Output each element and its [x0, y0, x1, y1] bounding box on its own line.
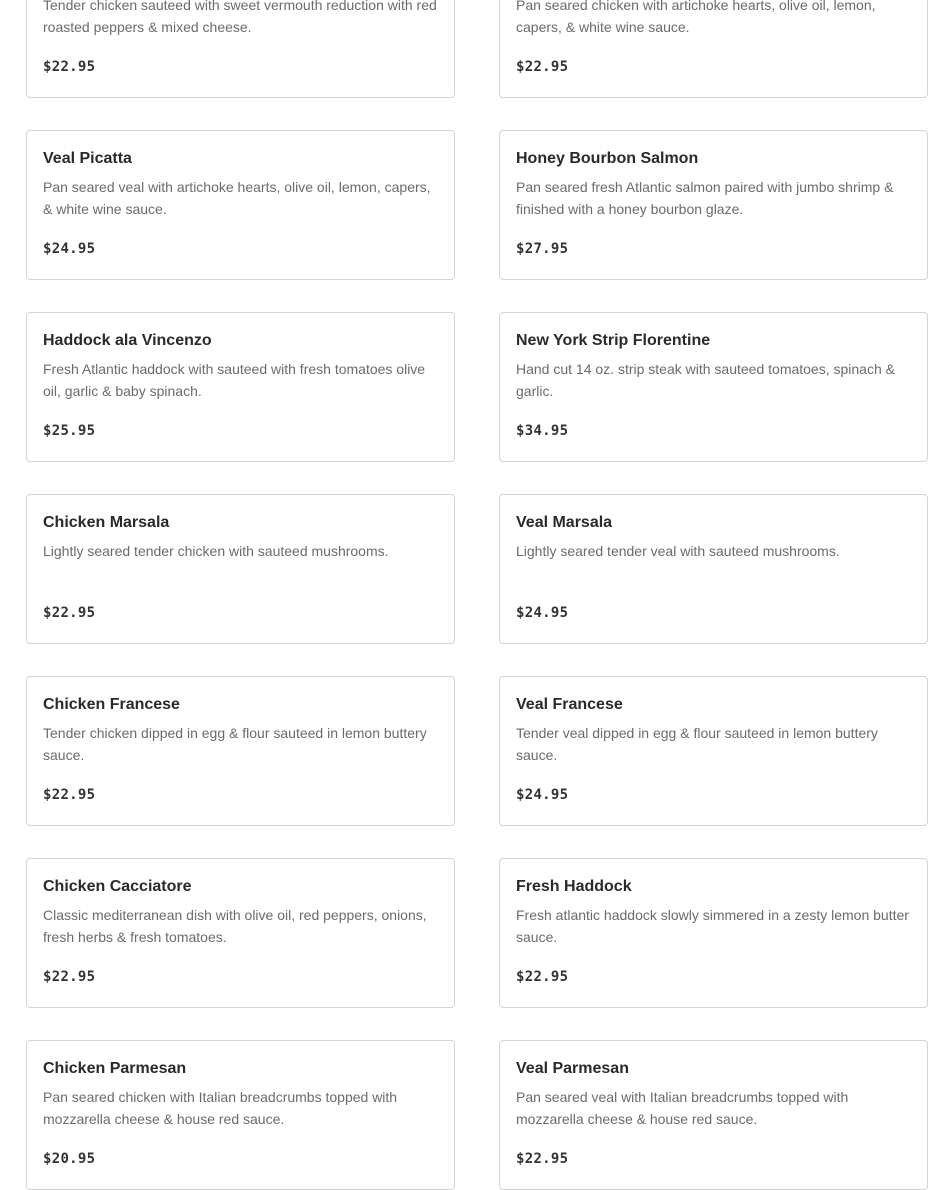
menu-item-card[interactable]: [26, 676, 455, 826]
menu-item-name: New York Strip Florentine: [516, 332, 711, 349]
menu-item-price: $34.95: [516, 423, 569, 439]
menu-item-description: Lightly seared tender chicken with sauteed mushrooms.: [43, 543, 389, 559]
menu-item-card[interactable]: [499, 1040, 928, 1190]
menu-item-description: Pan seared veal with artichoke hearts, olive oil, lemon, capers, & white wine sauce.: [43, 179, 431, 217]
menu-item-card[interactable]: [26, 130, 455, 280]
menu-item-price: $27.95: [516, 241, 569, 257]
menu-item-name: Chicken Parmesan: [43, 1060, 187, 1077]
menu-item-card[interactable]: [26, 1040, 455, 1190]
menu-item-name: Veal Picatta: [43, 150, 132, 167]
menu-item-price: $24.95: [43, 241, 96, 257]
menu-item-price: $22.95: [43, 59, 96, 75]
menu-item-description: Pan seared chicken with Italian breadcrumbs topped with mozzarella cheese & house red sauce.: [43, 1089, 398, 1127]
menu-item-name: Honey Bourbon Salmon: [516, 150, 699, 167]
menu-item-description: Classic mediterranean dish with olive oil, red peppers, onions, fresh herbs & fresh tomatoes.: [43, 907, 427, 945]
menu-item-name: Haddock ala Vincenzo: [43, 332, 212, 349]
menu-item-price: $22.95: [516, 969, 569, 985]
menu-item-card[interactable]: [26, 858, 455, 1008]
menu-item-description: Pan seared fresh Atlantic salmon paired with jumbo shrimp & finished with a honey bourbon glaze.: [516, 179, 894, 217]
menu-item-price: $24.95: [516, 605, 569, 621]
menu-item-card[interactable]: [26, 494, 455, 644]
menu-item-price: $20.95: [43, 1151, 96, 1167]
menu-item-price: $22.95: [43, 605, 96, 621]
menu-item-price: $25.95: [43, 423, 96, 439]
menu-item-price: $24.95: [516, 787, 569, 803]
menu-item-name: Veal Parmesan: [516, 1060, 629, 1077]
menu-item-description: Pan seared veal with Italian breadcrumbs topped with mozzarella cheese & house red sauce.: [516, 1089, 849, 1127]
menu-grid: [26, 0, 928, 1190]
menu-item-description: Fresh Atlantic haddock with sauteed with fresh tomatoes olive oil, garlic & baby spinach.: [43, 361, 426, 399]
menu-item-price: $22.95: [516, 59, 569, 75]
menu-item-card[interactable]: [499, 494, 928, 644]
menu-item-card[interactable]: [499, 0, 928, 98]
menu-item-name: Chicken Francese: [43, 696, 180, 713]
menu-item-description: Tender chicken sauteed with sweet vermouth reduction with red roasted peppers & mixed cheese.: [43, 0, 437, 35]
menu-item-card[interactable]: [499, 312, 928, 462]
menu-item-description: Tender veal dipped in egg & flour sauteed in lemon buttery sauce.: [516, 725, 878, 763]
menu-item-description: Tender chicken dipped in egg & flour sauteed in lemon buttery sauce.: [43, 725, 427, 763]
menu-item-card[interactable]: [26, 312, 455, 462]
menu-item-description: Fresh atlantic haddock slowly simmered in a zesty lemon butter sauce.: [516, 907, 909, 945]
menu-item-card[interactable]: [499, 130, 928, 280]
menu-item-price: $22.95: [43, 787, 96, 803]
menu-item-name: Chicken Cacciatore: [43, 878, 192, 895]
menu-item-description: Lightly seared tender veal with sauteed mushrooms.: [516, 543, 840, 559]
menu-item-description: Hand cut 14 oz. strip steak with sauteed tomatoes, spinach & garlic.: [516, 361, 895, 399]
menu-item-name: Veal Marsala: [516, 514, 613, 531]
menu-item-description: Pan seared chicken with artichoke hearts, olive oil, lemon, capers, & white wine sauce.: [516, 0, 876, 35]
menu-item-price: $22.95: [516, 1151, 569, 1167]
menu-item-price: $22.95: [43, 969, 96, 985]
menu-item-name: Fresh Haddock: [516, 878, 632, 895]
menu-item-name: Chicken Marsala: [43, 514, 170, 531]
menu-item-name: Veal Francese: [516, 696, 623, 713]
menu-item-card[interactable]: [26, 0, 455, 98]
menu-item-card[interactable]: [499, 676, 928, 826]
menu-item-card[interactable]: [499, 858, 928, 1008]
